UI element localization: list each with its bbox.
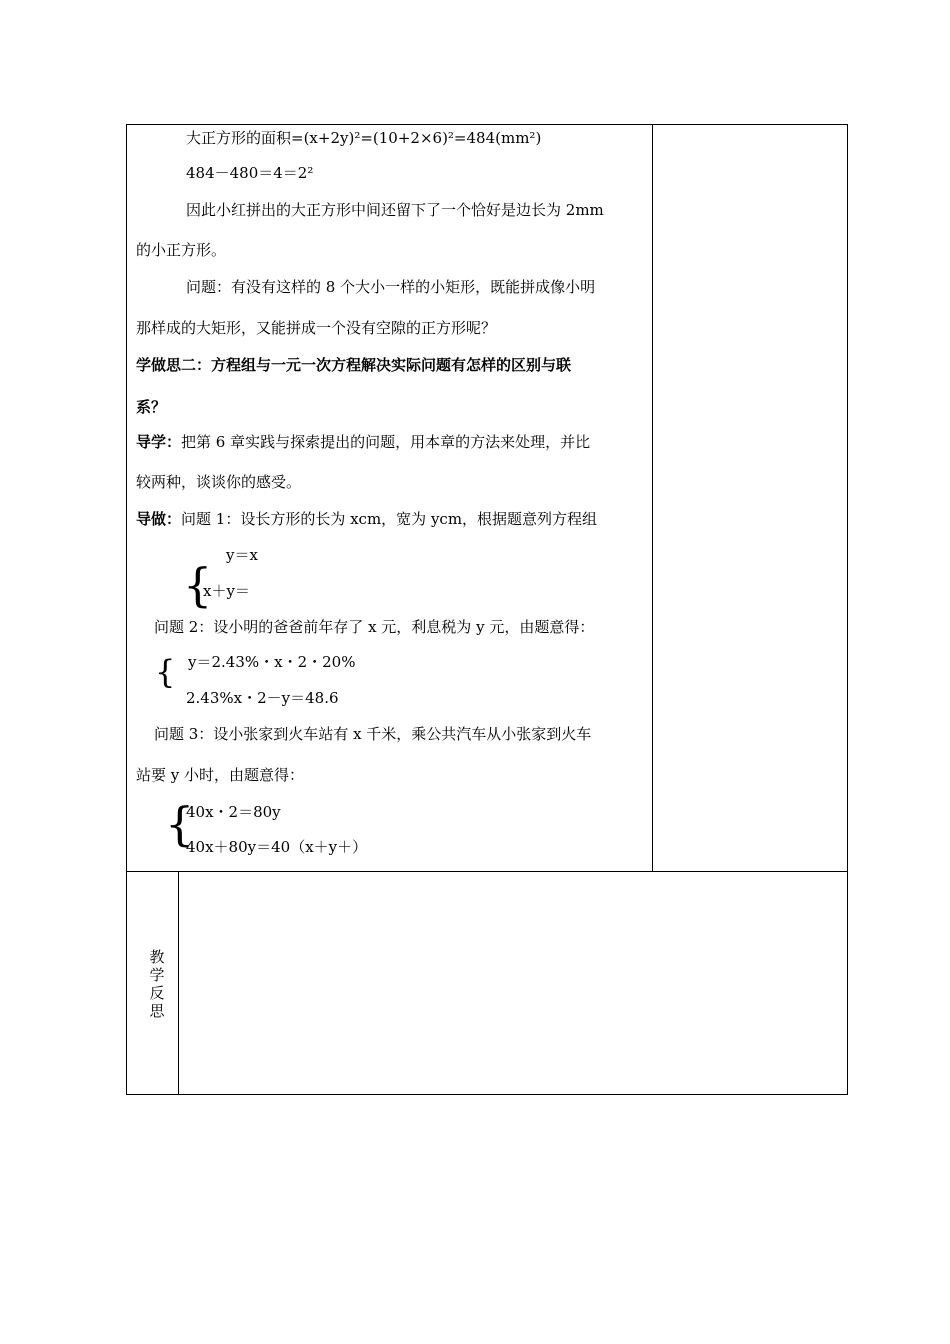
question-line-2: 那样成的大矩形，又能拼成一个没有空隙的正方形呢？ [136, 319, 497, 337]
reflection-column-divider [178, 871, 179, 1095]
reflection-cell[interactable] [180, 873, 846, 1093]
equation-3a: 40x・2＝80y [186, 803, 281, 821]
table-row-divider [126, 871, 848, 872]
equation-brace-3: { [165, 797, 195, 851]
table-border-right [847, 124, 848, 1095]
question-line-1: 问题：有没有这样的 8 个大小一样的小矩形，既能拼成像小明 [186, 278, 596, 296]
equation-1b: x＋y＝ [203, 582, 250, 600]
do-text: 问题 1：设长方形的长为 xcm，宽为 ycm，根据题意列方程组 [181, 510, 598, 528]
section-heading-line-1: 学做思二：方程组与一元一次方程解决实际问题有怎样的区别与联 [136, 356, 572, 374]
equation-2b: 2.43%x・2－y＝48.6 [186, 689, 339, 707]
equation-brace-1: { [183, 558, 213, 612]
content-column-divider [652, 124, 653, 872]
table-border-top [126, 124, 848, 125]
difference-line: 484－480＝4＝2² [186, 164, 314, 182]
guide-paragraph [136, 432, 590, 452]
table-border-bottom [126, 1094, 848, 1095]
equation-1a: y＝x [226, 546, 258, 564]
equation-3b: 40x＋80y＝40（x＋y＋） [186, 838, 368, 856]
question-2-line: 问题 2：设小明的爸爸前年存了 x 元，利息税为 y 元，由题意得： [154, 618, 595, 636]
question-3-line-1: 问题 3：设小张家到火车站有 x 千米，乘公共汽车从小张家到火车 [154, 725, 592, 743]
equation-brace-2: { [155, 653, 176, 691]
equation-2a: y＝2.43%・x・2・20% [188, 653, 356, 671]
conclusion-line-1: 因此小红拼出的大正方形中间还留下了一个恰好是边长为 2mm [186, 201, 604, 219]
area-calculation-line: 大正方形的面积=(x+2y)²=(10+2×6)²=484(mm²) [186, 129, 542, 147]
guide-text: 把第 6 章实践与探索提出的问题，用本章的方法来处理，并比 [181, 433, 591, 451]
table-border-left [126, 124, 127, 1095]
section-heading-line-2: 系？ [136, 398, 167, 416]
conclusion-line-2: 的小正方形。 [136, 241, 227, 259]
guide-paragraph-line-2: 较两种，谈谈你的感受。 [136, 473, 302, 491]
do-paragraph [136, 509, 597, 529]
question-3-line-2: 站要 y 小时，由题意得： [136, 766, 305, 784]
do-label: 导做： [136, 510, 182, 528]
reflection-label: 教学反思 [149, 948, 165, 1020]
guide-label: 导学： [136, 433, 182, 451]
